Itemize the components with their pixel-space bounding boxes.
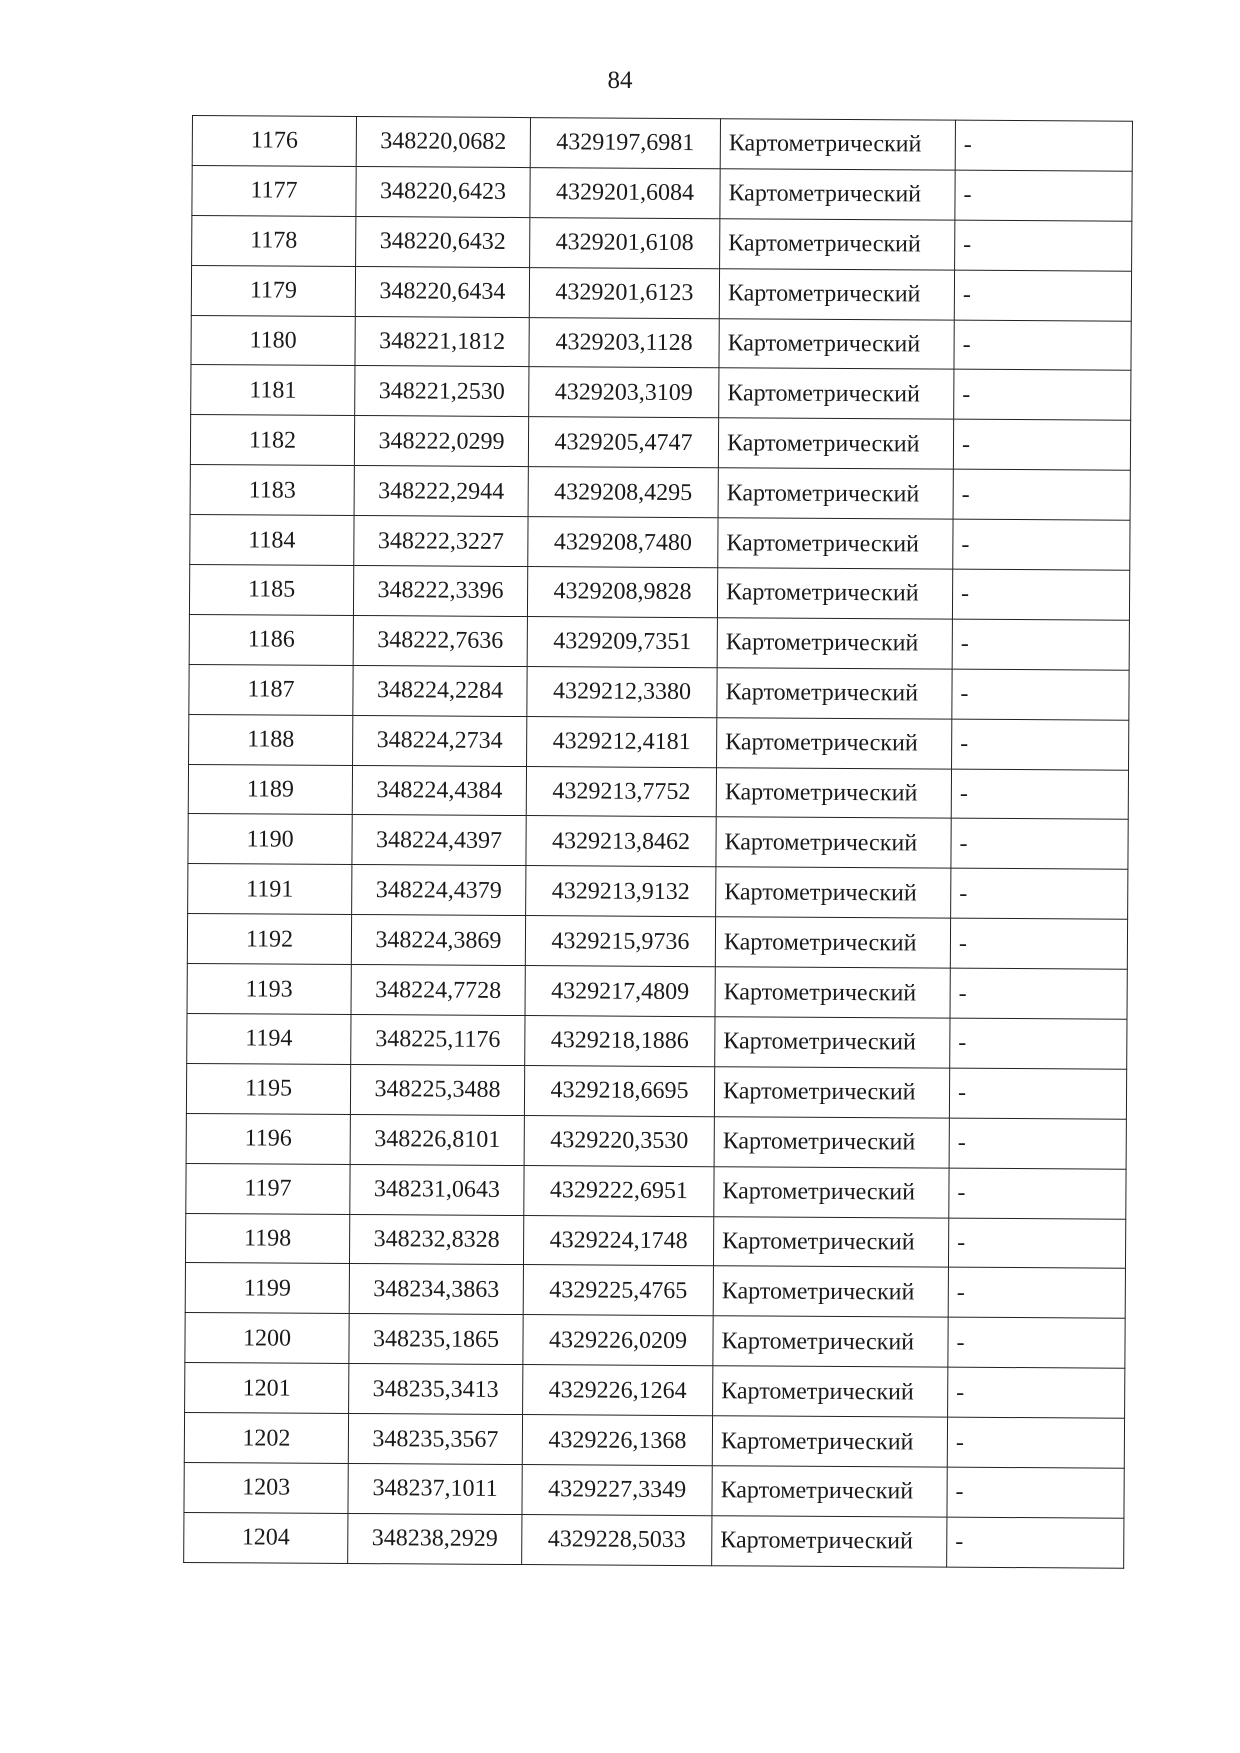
table-body bbox=[184, 116, 1133, 1569]
method-cell: Картометрический bbox=[717, 568, 952, 619]
x-coordinate-cell: 348224,2284 bbox=[353, 665, 527, 716]
y-coordinate-cell: 4329201,6123 bbox=[529, 267, 719, 318]
point-number-cell: 1195 bbox=[186, 1063, 350, 1114]
point-number-cell: 1192 bbox=[187, 914, 351, 965]
method-cell: Картометрический bbox=[713, 1366, 948, 1417]
point-number-cell: 1178 bbox=[192, 215, 356, 266]
method-cell: Картометрический bbox=[718, 418, 953, 469]
point-number-cell: 1190 bbox=[188, 814, 352, 865]
y-coordinate-cell: 4329225,4765 bbox=[523, 1265, 713, 1316]
x-coordinate-cell: 348225,3488 bbox=[350, 1064, 524, 1115]
error-cell: - bbox=[952, 719, 1129, 770]
error-cell: - bbox=[955, 170, 1132, 221]
error-cell: - bbox=[951, 769, 1128, 820]
method-cell: Картометрический bbox=[712, 1416, 947, 1467]
point-number-cell: 1176 bbox=[192, 116, 356, 167]
error-cell: - bbox=[950, 968, 1127, 1019]
x-coordinate-cell: 348222,2944 bbox=[354, 466, 528, 517]
table-row bbox=[192, 215, 1132, 271]
error-cell: - bbox=[948, 1268, 1125, 1319]
table-row bbox=[188, 814, 1128, 870]
y-coordinate-cell: 4329226,1368 bbox=[522, 1415, 712, 1466]
table-row bbox=[184, 1512, 1124, 1568]
x-coordinate-cell: 348220,6434 bbox=[355, 266, 529, 317]
method-cell: Картометрический bbox=[718, 468, 953, 519]
y-coordinate-cell: 4329203,3109 bbox=[529, 367, 719, 418]
y-coordinate-cell: 4329218,6695 bbox=[524, 1065, 714, 1116]
point-number-cell: 1182 bbox=[190, 415, 354, 466]
x-coordinate-cell: 348221,1812 bbox=[355, 316, 529, 367]
x-coordinate-cell: 348220,6432 bbox=[356, 216, 530, 267]
error-cell: - bbox=[947, 1467, 1124, 1518]
method-cell: Картометрический bbox=[716, 867, 951, 918]
error-cell: - bbox=[953, 469, 1130, 520]
error-cell: - bbox=[951, 869, 1128, 920]
y-coordinate-cell: 4329224,1748 bbox=[523, 1215, 713, 1266]
y-coordinate-cell: 4329209,7351 bbox=[527, 616, 717, 667]
error-cell: - bbox=[951, 819, 1128, 870]
x-coordinate-cell: 348224,3869 bbox=[351, 915, 525, 966]
point-number-cell: 1203 bbox=[184, 1463, 348, 1514]
method-cell: Картометрический bbox=[717, 717, 952, 768]
y-coordinate-cell: 4329203,1128 bbox=[529, 317, 719, 368]
error-cell: - bbox=[954, 270, 1131, 321]
y-coordinate-cell: 4329215,9736 bbox=[525, 916, 715, 967]
method-cell: Картометрический bbox=[717, 618, 952, 669]
point-number-cell: 1194 bbox=[187, 1014, 351, 1065]
error-cell: - bbox=[947, 1417, 1124, 1468]
point-number-cell: 1184 bbox=[190, 515, 354, 566]
point-number-cell: 1191 bbox=[188, 864, 352, 915]
table-row bbox=[184, 1463, 1124, 1519]
point-number-cell: 1198 bbox=[185, 1213, 349, 1264]
y-coordinate-cell: 4329213,8462 bbox=[526, 816, 716, 867]
table-row bbox=[187, 964, 1127, 1020]
error-cell: - bbox=[952, 619, 1129, 670]
point-number-cell: 1180 bbox=[191, 315, 355, 366]
x-coordinate-cell: 348234,3863 bbox=[349, 1264, 523, 1315]
y-coordinate-cell: 4329208,7480 bbox=[528, 517, 718, 568]
point-number-cell: 1181 bbox=[191, 365, 355, 416]
y-coordinate-cell: 4329226,0209 bbox=[523, 1315, 713, 1366]
method-cell: Картометрический bbox=[720, 219, 955, 270]
x-coordinate-cell: 348224,4379 bbox=[352, 865, 526, 916]
y-coordinate-cell: 4329213,9132 bbox=[526, 866, 716, 917]
table-row bbox=[188, 764, 1128, 820]
method-cell: Картометрический bbox=[713, 1316, 948, 1367]
table-row bbox=[189, 614, 1129, 670]
x-coordinate-cell: 348220,6423 bbox=[356, 166, 530, 217]
table-row bbox=[187, 914, 1127, 970]
x-coordinate-cell: 348222,7636 bbox=[353, 615, 527, 666]
method-cell: Картометрический bbox=[716, 817, 951, 868]
method-cell: Картометрический bbox=[712, 1516, 947, 1567]
point-number-cell: 1189 bbox=[188, 764, 352, 815]
point-number-cell: 1196 bbox=[186, 1113, 350, 1164]
y-coordinate-cell: 4329222,6951 bbox=[524, 1165, 714, 1216]
method-cell: Картометрический bbox=[713, 1216, 948, 1267]
error-cell: - bbox=[952, 569, 1129, 620]
table-row bbox=[192, 165, 1132, 221]
x-coordinate-cell: 348238,2929 bbox=[348, 1513, 522, 1564]
table-row bbox=[191, 315, 1131, 371]
x-coordinate-cell: 348235,3413 bbox=[349, 1364, 523, 1415]
y-coordinate-cell: 4329201,6108 bbox=[530, 217, 720, 268]
table-row bbox=[190, 415, 1130, 471]
point-number-cell: 1199 bbox=[185, 1263, 349, 1314]
method-cell: Картометрический bbox=[714, 1067, 949, 1118]
point-number-cell: 1177 bbox=[192, 165, 356, 216]
error-cell: - bbox=[953, 420, 1130, 471]
method-cell: Картометрический bbox=[719, 368, 954, 419]
method-cell: Картометрический bbox=[712, 1466, 947, 1517]
y-coordinate-cell: 4329197,6981 bbox=[530, 118, 720, 169]
table-row bbox=[190, 465, 1130, 521]
error-cell: - bbox=[948, 1218, 1125, 1269]
x-coordinate-cell: 348235,3567 bbox=[348, 1414, 522, 1465]
x-coordinate-cell: 348222,0299 bbox=[354, 416, 528, 467]
x-coordinate-cell: 348224,2734 bbox=[353, 715, 527, 766]
table-row bbox=[190, 515, 1130, 571]
y-coordinate-cell: 4329227,3349 bbox=[522, 1465, 712, 1516]
table-row bbox=[185, 1213, 1125, 1269]
y-coordinate-cell: 4329205,4747 bbox=[528, 417, 718, 468]
error-cell: - bbox=[952, 669, 1129, 720]
x-coordinate-cell: 348221,2530 bbox=[355, 366, 529, 417]
error-cell: - bbox=[955, 220, 1132, 271]
y-coordinate-cell: 4329212,4181 bbox=[527, 716, 717, 767]
error-cell: - bbox=[950, 918, 1127, 969]
table-row bbox=[185, 1313, 1125, 1369]
method-cell: Картометрический bbox=[720, 169, 955, 220]
error-cell: - bbox=[948, 1318, 1125, 1369]
table-row bbox=[186, 1163, 1126, 1219]
method-cell: Картометрический bbox=[719, 318, 954, 369]
x-coordinate-cell: 348222,3227 bbox=[354, 516, 528, 567]
method-cell: Картометрический bbox=[713, 1266, 948, 1317]
point-number-cell: 1186 bbox=[189, 614, 353, 665]
table-row bbox=[187, 1014, 1127, 1070]
table-row bbox=[186, 1113, 1126, 1169]
coordinates-table bbox=[183, 115, 1133, 1569]
point-number-cell: 1204 bbox=[184, 1512, 348, 1563]
x-coordinate-cell: 348225,1176 bbox=[351, 1015, 525, 1066]
x-coordinate-cell: 348232,8328 bbox=[349, 1214, 523, 1265]
y-coordinate-cell: 4329228,5033 bbox=[522, 1514, 712, 1565]
table-row bbox=[185, 1263, 1125, 1319]
error-cell: - bbox=[948, 1367, 1125, 1418]
error-cell: - bbox=[949, 1118, 1126, 1169]
table-row bbox=[189, 664, 1129, 720]
table-row bbox=[186, 1063, 1126, 1119]
error-cell: - bbox=[954, 370, 1131, 421]
table-row bbox=[191, 265, 1131, 321]
y-coordinate-cell: 4329217,4809 bbox=[525, 966, 715, 1017]
error-cell: - bbox=[949, 1068, 1126, 1119]
y-coordinate-cell: 4329208,9828 bbox=[527, 567, 717, 618]
x-coordinate-cell: 348224,4397 bbox=[352, 815, 526, 866]
y-coordinate-cell: 4329220,3530 bbox=[524, 1115, 714, 1166]
point-number-cell: 1202 bbox=[184, 1413, 348, 1464]
x-coordinate-cell: 348224,4384 bbox=[352, 765, 526, 816]
point-number-cell: 1187 bbox=[189, 664, 353, 715]
x-coordinate-cell: 348237,1011 bbox=[348, 1464, 522, 1515]
y-coordinate-cell: 4329218,1886 bbox=[525, 1016, 715, 1067]
method-cell: Картометрический bbox=[718, 518, 953, 569]
point-number-cell: 1188 bbox=[189, 714, 353, 765]
error-cell: - bbox=[949, 1168, 1126, 1219]
y-coordinate-cell: 4329213,7752 bbox=[526, 766, 716, 817]
error-cell: - bbox=[953, 519, 1130, 570]
error-cell: - bbox=[950, 1018, 1127, 1069]
method-cell: Картометрический bbox=[715, 967, 950, 1018]
point-number-cell: 1193 bbox=[187, 964, 351, 1015]
method-cell: Картометрический bbox=[716, 767, 951, 818]
method-cell: Картометрический bbox=[720, 119, 955, 170]
y-coordinate-cell: 4329201,6084 bbox=[530, 167, 720, 218]
table-row bbox=[191, 365, 1131, 421]
y-coordinate-cell: 4329212,3380 bbox=[527, 666, 717, 717]
table-row bbox=[188, 864, 1128, 920]
method-cell: Картометрический bbox=[714, 1117, 949, 1168]
x-coordinate-cell: 348235,1865 bbox=[349, 1314, 523, 1365]
method-cell: Картометрический bbox=[715, 917, 950, 968]
table-row bbox=[189, 714, 1129, 770]
table-row bbox=[192, 116, 1132, 172]
error-cell: - bbox=[955, 120, 1132, 171]
x-coordinate-cell: 348231,0643 bbox=[350, 1164, 524, 1215]
method-cell: Картометрический bbox=[715, 1017, 950, 1068]
x-coordinate-cell: 348224,7728 bbox=[351, 965, 525, 1016]
point-number-cell: 1185 bbox=[189, 565, 353, 616]
table-row bbox=[185, 1363, 1125, 1419]
method-cell: Картометрический bbox=[719, 268, 954, 319]
error-cell: - bbox=[947, 1517, 1124, 1568]
table-row bbox=[189, 565, 1129, 621]
x-coordinate-cell: 348220,0682 bbox=[356, 117, 530, 168]
y-coordinate-cell: 4329208,4295 bbox=[528, 467, 718, 518]
error-cell: - bbox=[954, 320, 1131, 371]
x-coordinate-cell: 348222,3396 bbox=[353, 566, 527, 617]
point-number-cell: 1183 bbox=[190, 465, 354, 516]
x-coordinate-cell: 348226,8101 bbox=[350, 1114, 524, 1165]
point-number-cell: 1201 bbox=[185, 1363, 349, 1414]
point-number-cell: 1197 bbox=[186, 1163, 350, 1214]
table-row bbox=[184, 1413, 1124, 1469]
method-cell: Картометрический bbox=[717, 668, 952, 719]
point-number-cell: 1200 bbox=[185, 1313, 349, 1364]
point-number-cell: 1179 bbox=[191, 265, 355, 316]
y-coordinate-cell: 4329226,1264 bbox=[523, 1365, 713, 1416]
page-number: 84 bbox=[607, 67, 633, 94]
method-cell: Картометрический bbox=[714, 1166, 949, 1217]
